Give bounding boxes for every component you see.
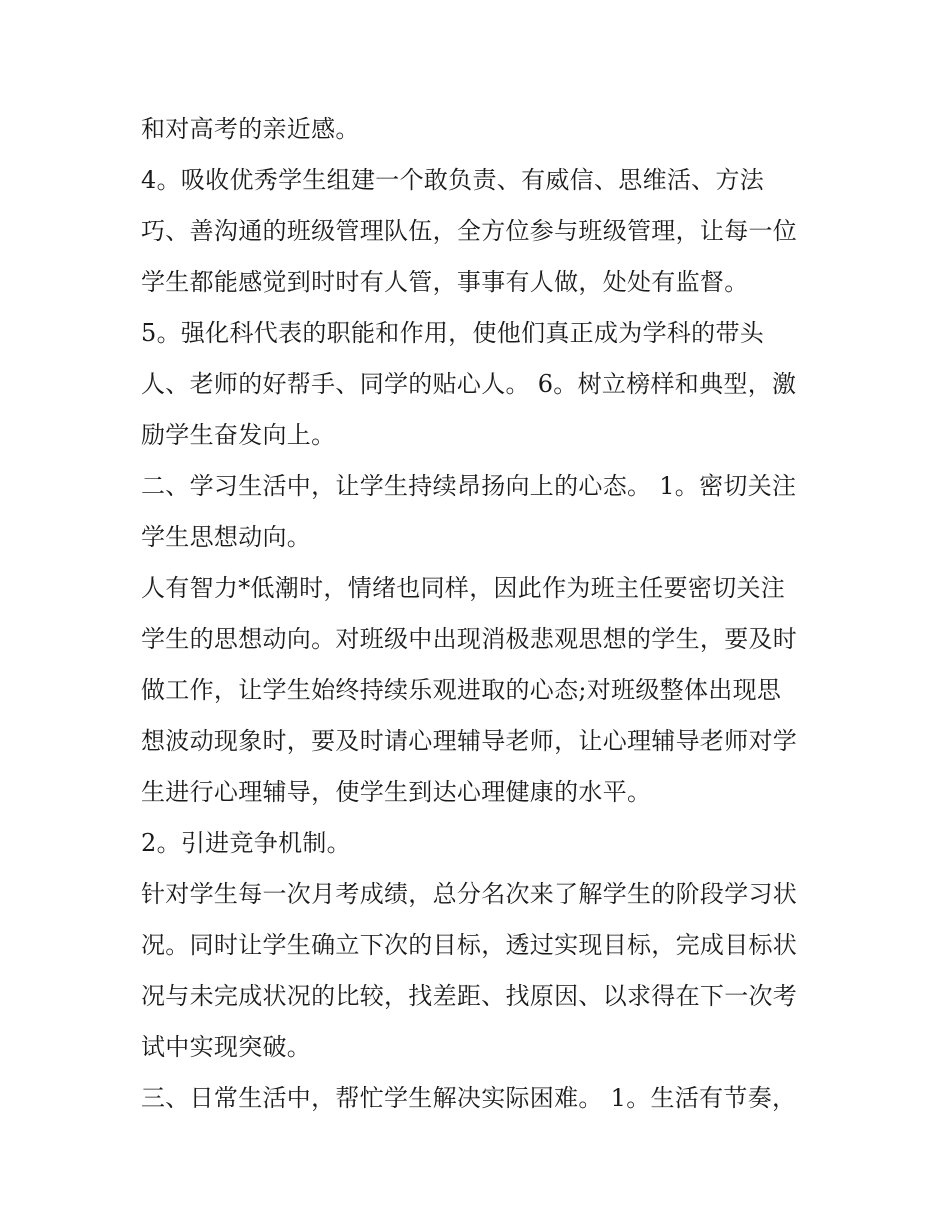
text-line: 励学生奋发向上。 <box>141 421 336 449</box>
text-line: 二、学习生活中，让学生持续昂扬向上的心态。 1。密切关注 <box>141 472 797 500</box>
text-line: 巧、善沟通的班级管理队伍，全方位参与班级管理，让每一位 <box>141 217 798 245</box>
text-line: 4。吸收优秀学生组建一个敢负责、有威信、思维活、方法 <box>141 166 765 194</box>
text-line: 想波动现象时，要及时请心理辅导老师，让心理辅导老师对学 <box>141 727 798 755</box>
text-line: 学生都能感觉到时时有人管，事事有人做，处处有监督。 <box>141 268 749 296</box>
text-line: 试中实现突破。 <box>141 1033 312 1061</box>
text-line: 人、老师的好帮手、同学的贴心人。 6。树立榜样和典型，激 <box>141 370 797 398</box>
text-line: 生进行心理辅导，使学生到达心理健康的水平。 <box>141 778 652 806</box>
text-line: 三、日常生活中，帮忙学生解决实际困难。 1。生活有节奏， <box>141 1084 797 1112</box>
text-line: 针对学生每一次月考成绩，总分名次来了解学生的阶段学习状 <box>141 880 798 908</box>
text-line: 人有智力*低潮时，情绪也同样，因此作为班主任要密切关注 <box>141 574 786 602</box>
text-line: 况。同时让学生确立下次的目标，透过实现目标，完成目标状 <box>141 931 798 959</box>
text-line: 学生的思想动向。对班级中出现消极悲观思想的学生，要及时 <box>141 625 798 653</box>
text-line: 学生思想动向。 <box>141 523 312 551</box>
text-line: 况与未完成状况的比较，找差距、找原因、以求得在下一次考 <box>141 982 798 1010</box>
text-line: 2。引进竞争机制。 <box>141 829 351 857</box>
text-line: 做工作，让学生始终持续乐观进取的心态;对班级整体出现思 <box>141 676 782 704</box>
text-line: 和对高考的亲近感。 <box>141 115 360 143</box>
text-line: 5。强化科代表的职能和作用，使他们真正成为学科的带头 <box>141 319 765 347</box>
